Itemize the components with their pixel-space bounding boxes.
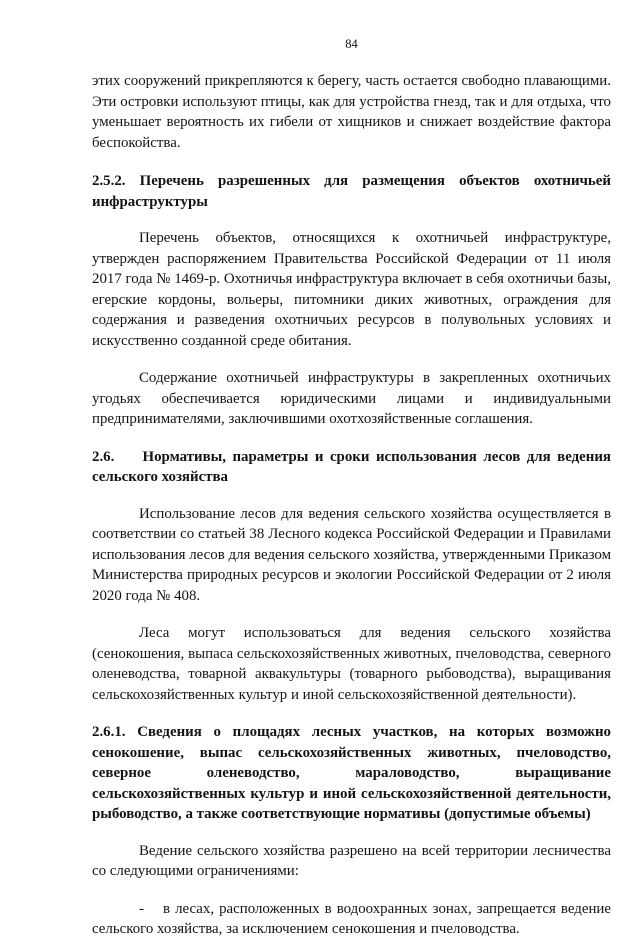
continuation-paragraph: этих сооружений прикрепляются к берегу, часть остается свободно плавающими. Эти островки используют птицы, как для устройства гнезд, так и для отдыха, что уменьшает вероятность их гибели от хищников и снижает воздействие фактора беспокойства. (92, 73, 611, 151)
body-paragraph: Перечень объектов, относящихся к охотничьей инфраструктуре, утвержден распоряжением Правительства Российской Федерации от 11 июля 2017 года № 1469-р. Охотничья инфраструктура включает в себя охотничьи базы, егерские кордоны, вольеры, питомники диких животных, ограждения для содержания и разведения охотничьих ресурсов в полувольных условиях и искусственно созданной среде обитания. (92, 230, 611, 349)
list-dash: - (139, 900, 144, 917)
section-title: Перечень разрешенных для размещения объектов охотничьей инфраструктуры (92, 173, 611, 210)
body-paragraph: Ведение сельского хозяйства разрешено на всей территории лесничества со следующими ограничениями: (92, 842, 611, 879)
page-number: 84 (345, 37, 358, 51)
section-heading-2-5-2 (92, 171, 611, 212)
section-title: Сведения о площадях лесных участков, на которых возможно сенокошение, выпас сельскохозяйственных животных, пчеловодство, северное оленеводство, мараловодство, выращивание сельскохозяйственных культур и иной сельскохозяйственной деятельности, рыбоводство, а также соответствующие нормативы (допустимые объемы) (92, 724, 611, 822)
list-item-text: в лесах, расположенных в водоохранных зонах, запрещается ведение сельского хозяйства, за исключением сенокошения и пчеловодства. (92, 900, 611, 937)
section-heading-2-6 (92, 447, 611, 488)
section-title: Нормативы, параметры и сроки использования лесов для ведения сельского хозяйства (92, 448, 611, 485)
section-number: 2.6. (92, 448, 115, 465)
section-number: 2.5.2. (92, 173, 126, 189)
section-number: 2.6.1. (92, 724, 126, 740)
section-heading-2-6-1 (92, 722, 611, 825)
body-paragraph: Леса могут использоваться для ведения сельского хозяйства (сенокошения, выпаса сельскохозяйственных животных, пчеловодства, северного оленеводства, товарной аквакультуры (товарного рыбоводства), выращивания сельскохозяйственных культур и иной сельскохозяйственной деятельности). (92, 625, 611, 703)
body-paragraph: Содержание охотничьей инфраструктуры в закрепленных охотничьих угодьях обеспечивается юридическими лицами и индивидуальными предпринимателями, заключившими охотхозяйственные соглашения. (92, 370, 611, 427)
page-content (92, 71, 611, 940)
body-paragraph: Использование лесов для ведения сельского хозяйства осуществляется в соответствии со статьей 38 Лесного кодекса Российской Федерации и Правилами использования лесов для ведения сельского хозяйства, утвержденными Приказом Министерства природных ресурсов и экологии Российской Федерации от 2 июля 2020 года № 408. (92, 505, 611, 604)
